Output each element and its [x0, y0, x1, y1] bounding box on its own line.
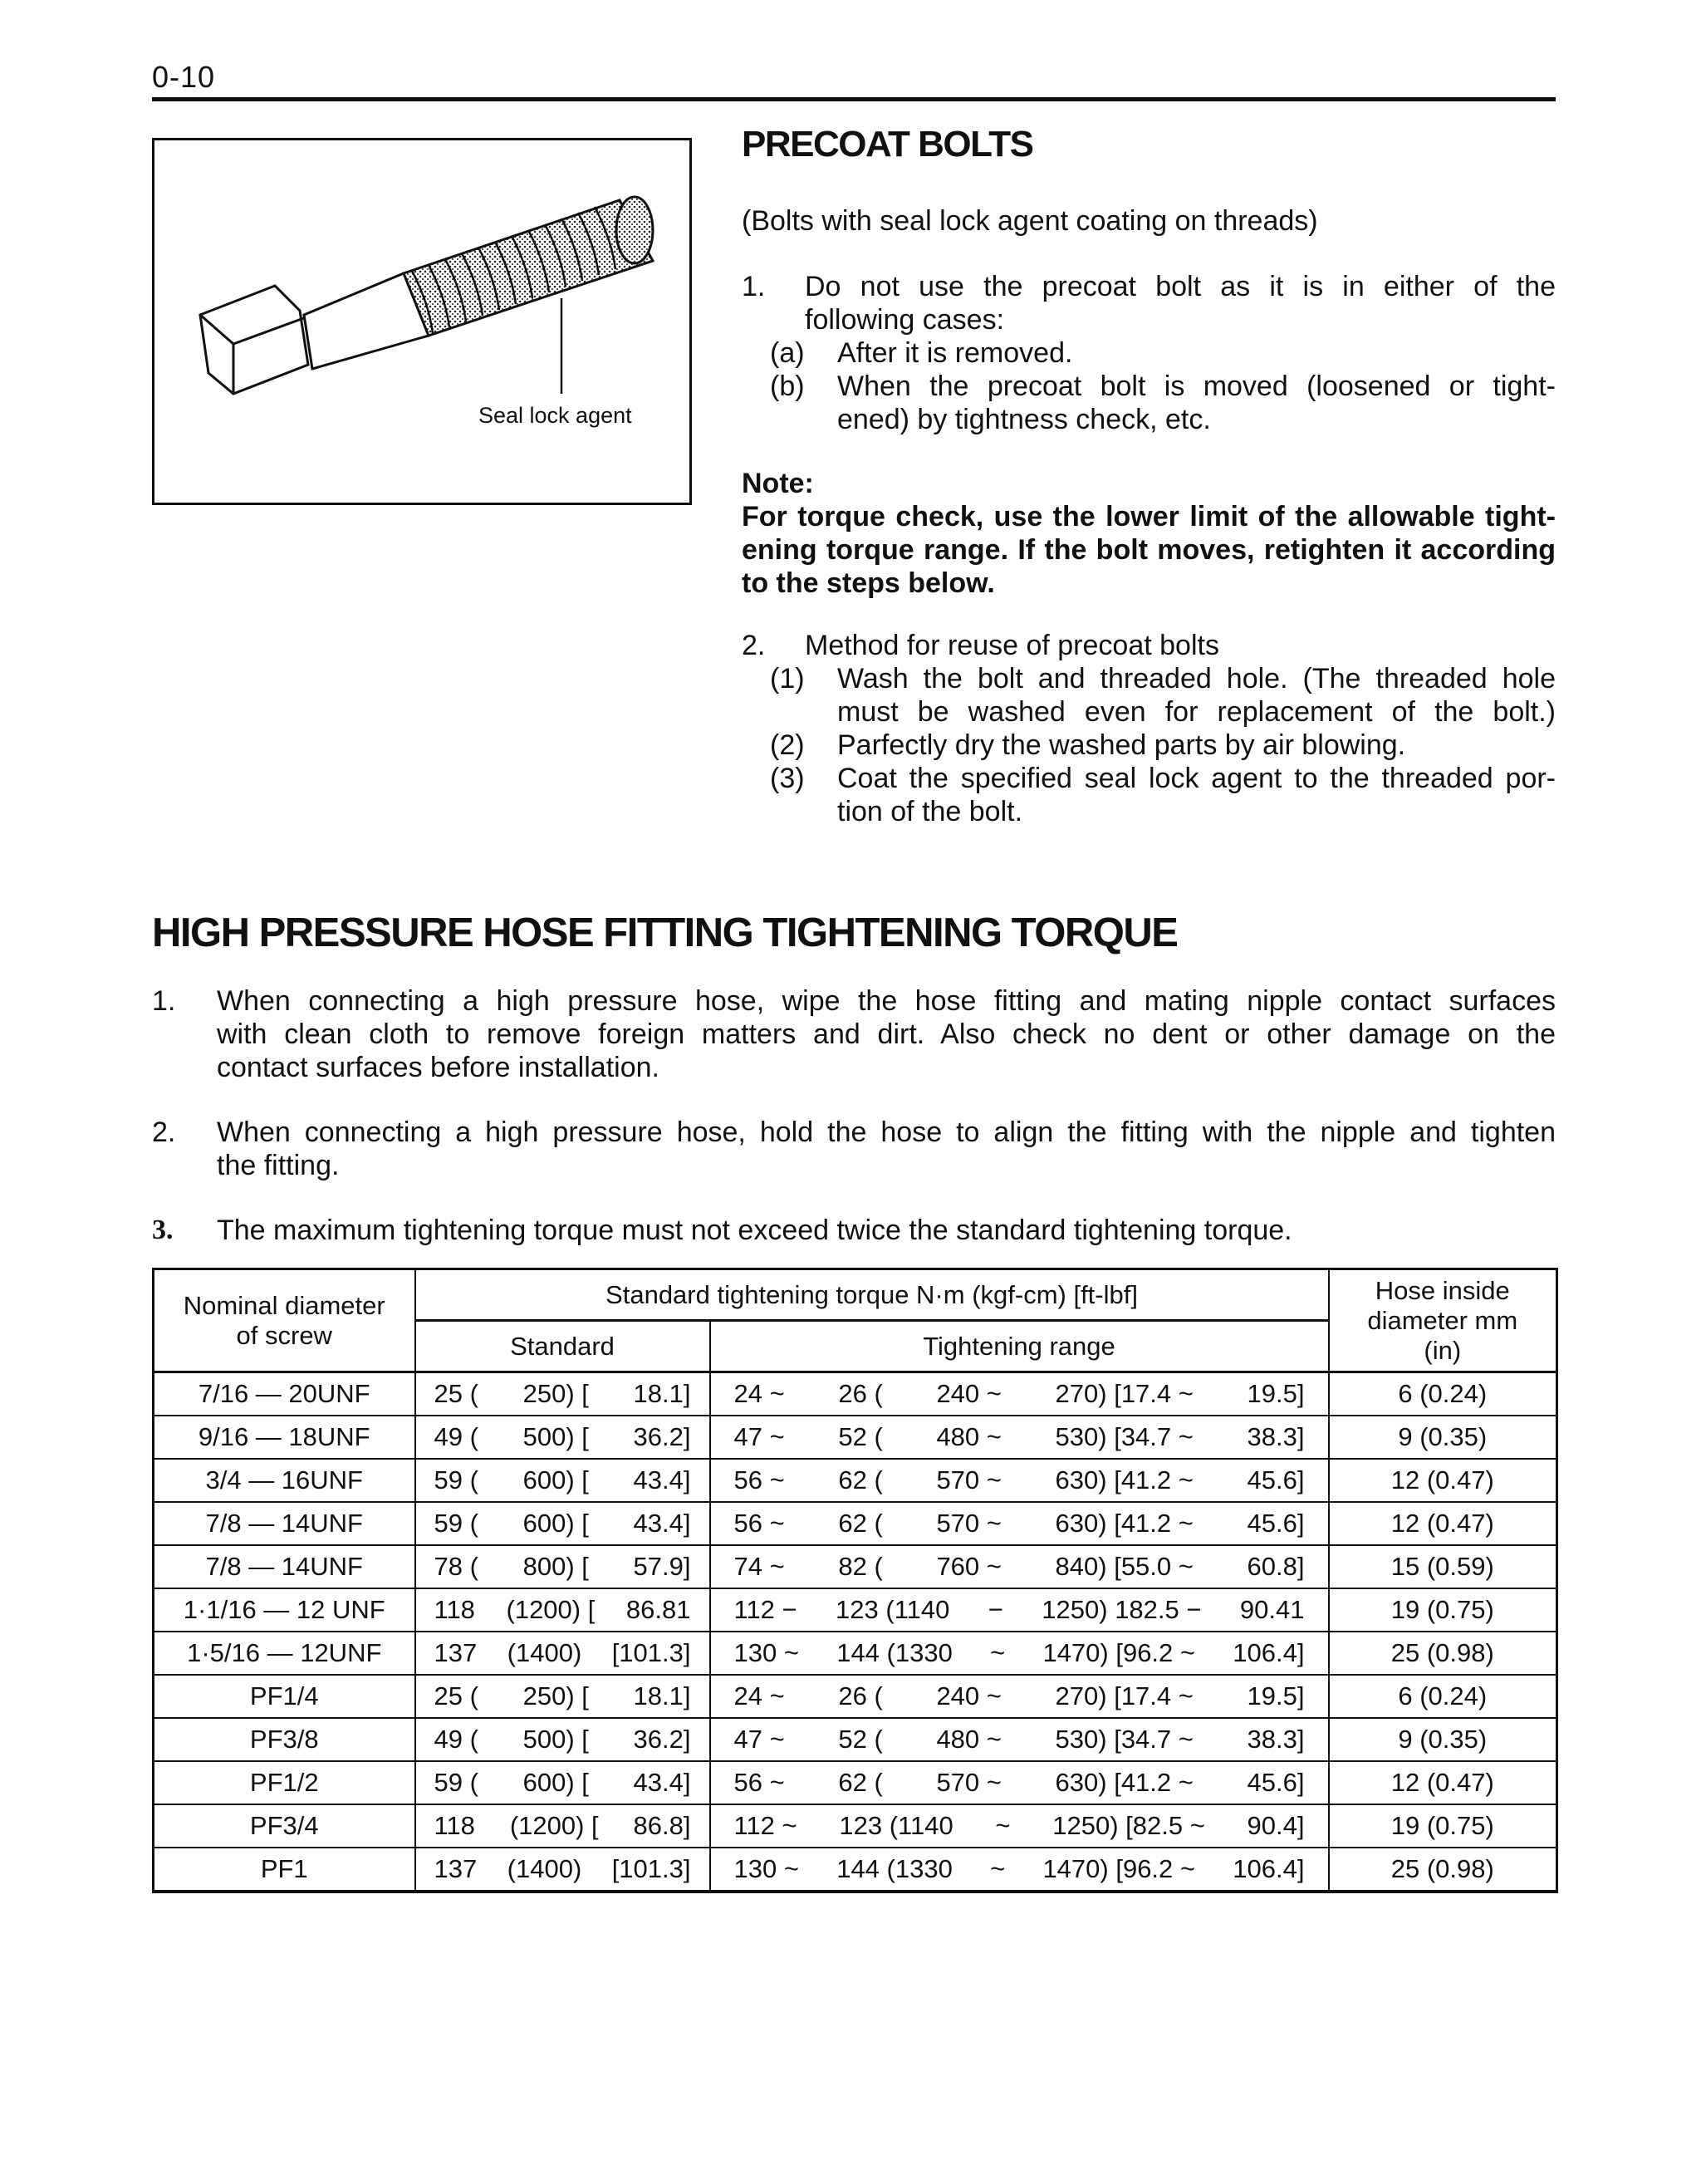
standard-torque-part: (1200) [: [509, 1811, 599, 1840]
standard-torque-part: 250) [: [522, 1379, 589, 1408]
tightening-range-part: 480 ~: [936, 1725, 1002, 1754]
tightening-range-part: 112 ~: [733, 1811, 797, 1840]
tightening-range-part: 106.4]: [1233, 1638, 1305, 1667]
tightening-range-part: 62 (: [838, 1768, 883, 1797]
cell-nominal-diameter: PF3/4: [154, 1804, 415, 1848]
cell-hose-diameter: 6 (0.24): [1329, 1372, 1557, 1416]
step-text: Wash the bolt and threaded hole. (The threaded hole: [837, 663, 1556, 694]
cell-standard-torque: [415, 1372, 710, 1416]
standard-torque-part: 600) [: [522, 1768, 589, 1797]
standard-torque-part: 36.2]: [633, 1422, 691, 1451]
cell-hose-diameter: 25 (0.98): [1329, 1632, 1557, 1675]
cell-hose-diameter: 19 (0.75): [1329, 1588, 1557, 1632]
sub-label: (a): [770, 337, 805, 369]
standard-torque-part: 43.4]: [633, 1465, 691, 1494]
cell-hose-diameter: 9 (0.35): [1329, 1416, 1557, 1459]
hose-heading: HIGH PRESSURE HOSE FITTING TIGHTENING TORQUE: [152, 910, 1178, 955]
cell-nominal-diameter: 7/16 — 20UNF: [154, 1372, 415, 1416]
sub-text: After it is removed.: [837, 337, 1073, 369]
table-row: [154, 1804, 1557, 1848]
tightening-range-part: 760 ~: [936, 1552, 1002, 1581]
table-row: [154, 1502, 1557, 1545]
precoat-heading: PRECOAT BOLTS: [742, 124, 1033, 164]
standard-torque-part: 250) [: [522, 1681, 589, 1710]
step-label: (2): [770, 729, 805, 761]
sub-label: (b): [770, 371, 805, 402]
tightening-range-part: 240 ~: [936, 1379, 1002, 1408]
table-row: [154, 1718, 1557, 1761]
tightening-range-part: 270) [17.4 ~: [1055, 1379, 1194, 1408]
cell-standard-torque: [415, 1761, 710, 1804]
cell-hose-diameter: 12 (0.47): [1329, 1761, 1557, 1804]
hose-paragraph-3: [152, 1214, 1556, 1250]
tightening-range-part: 82 (: [838, 1552, 883, 1581]
cell-standard-torque: [415, 1545, 710, 1588]
cell-nominal-diameter: 1·5/16 — 12UNF: [154, 1632, 415, 1675]
tightening-range-part: 62 (: [838, 1465, 883, 1494]
tightening-range-part: 123 (1140: [839, 1811, 953, 1840]
standard-torque-part: 600) [: [522, 1465, 589, 1494]
standard-torque-part: 25 (: [434, 1379, 478, 1408]
cell-hose-diameter: 6 (0.24): [1329, 1675, 1557, 1718]
page-number: 0-10: [152, 60, 216, 94]
header-nominal-diameter: Nominal diameter of screw: [154, 1269, 415, 1372]
step-text: Coat the specified seal lock agent to the threaded por-: [837, 763, 1556, 794]
tightening-range-part: 570 ~: [936, 1509, 1002, 1538]
precoat-bolt-illustration: [154, 140, 694, 508]
standard-torque-part: 78 (: [434, 1552, 478, 1581]
tightening-range-part: 56 ~: [733, 1465, 785, 1494]
tightening-range-part: 26 (: [838, 1379, 883, 1408]
tightening-range-part: 90.41: [1239, 1595, 1305, 1624]
step-text: Parfectly dry the washed parts by air blowing.: [837, 729, 1406, 761]
tightening-range-part: 630) [41.2 ~: [1055, 1768, 1194, 1797]
cell-standard-torque: [415, 1502, 710, 1545]
tightening-range-part: 19.5]: [1247, 1379, 1305, 1408]
tightening-range-part: 62 (: [838, 1509, 883, 1538]
tightening-range-part: ~: [990, 1638, 1006, 1667]
note-block: [742, 467, 1556, 600]
item-text: following cases:: [805, 304, 1005, 336]
note-text: For torque check, use the lower limit of the allowable tight-: [742, 501, 1556, 533]
cell-nominal-diameter: PF1/4: [154, 1675, 415, 1718]
para-text: with clean cloth to remove foreign matters and dirt. Also check no dent or other damage on the: [217, 1018, 1556, 1050]
tightening-range-part: 56 ~: [733, 1509, 785, 1538]
standard-torque-part: 800) [: [522, 1552, 589, 1581]
tightening-range-part: 1250) [82.5 ~: [1052, 1811, 1205, 1840]
cell-nominal-diameter: 7/8 — 14UNF: [154, 1545, 415, 1588]
step-label: (3): [770, 763, 805, 794]
table-row: [154, 1675, 1557, 1718]
tightening-range-part: ~: [990, 1854, 1006, 1883]
header-standard: Standard: [415, 1321, 710, 1372]
torque-table: [152, 1268, 1558, 1893]
tightening-range-part: 840) [55.0 ~: [1055, 1552, 1194, 1581]
header-standard-torque: Standard tightening torque N·m (kgf-cm) [ft-lbf]: [415, 1269, 1329, 1321]
standard-torque-part: 118: [434, 1811, 475, 1840]
cell-nominal-diameter: 9/16 — 18UNF: [154, 1416, 415, 1459]
tightening-range-part: 112 −: [733, 1595, 797, 1624]
table-row: [154, 1848, 1557, 1892]
cell-tightening-range: [710, 1459, 1329, 1502]
standard-torque-part: 43.4]: [633, 1768, 691, 1797]
cell-hose-diameter: 15 (0.59): [1329, 1545, 1557, 1588]
cell-tightening-range: [710, 1372, 1329, 1416]
standard-torque-part: 59 (: [434, 1509, 478, 1538]
precoat-item-1: [742, 270, 1556, 436]
tightening-range-part: 60.8]: [1247, 1552, 1305, 1581]
cell-hose-diameter: 25 (0.98): [1329, 1848, 1557, 1892]
standard-torque-part: 500) [: [522, 1725, 589, 1754]
precoat-item-2: [742, 629, 1556, 828]
standard-torque-part: (1200) [: [506, 1595, 596, 1624]
step-text: must be washed even for replacement of the bolt.): [837, 696, 1556, 728]
cell-standard-torque: [415, 1459, 710, 1502]
tightening-range-part: ~: [995, 1811, 1011, 1840]
standard-torque-part: 57.9]: [633, 1552, 691, 1581]
torque-table-body: [154, 1372, 1557, 1892]
cell-tightening-range: [710, 1675, 1329, 1718]
sub-text: ened) by tightness check, etc.: [837, 404, 1211, 435]
cell-standard-torque: [415, 1675, 710, 1718]
cell-standard-torque: [415, 1632, 710, 1675]
standard-torque-part: 18.1]: [633, 1681, 691, 1710]
tightening-range-part: 45.6]: [1247, 1768, 1305, 1797]
tightening-range-part: 570 ~: [936, 1768, 1002, 1797]
cell-tightening-range: [710, 1804, 1329, 1848]
cell-nominal-diameter: 7/8 — 14UNF: [154, 1502, 415, 1545]
precoat-subtitle: (Bolts with seal lock agent coating on threads): [742, 205, 1318, 237]
figure-caption: Seal lock agent: [478, 403, 632, 428]
tightening-range-part: 90.4]: [1247, 1811, 1305, 1840]
tightening-range-part: 106.4]: [1233, 1854, 1305, 1883]
standard-torque-part: 600) [: [522, 1509, 589, 1538]
tightening-range-part: 144 (1330: [836, 1854, 953, 1883]
header-hose-diameter: Hose inside diameter mm (in): [1329, 1269, 1557, 1372]
tightening-range-part: 1250) 182.5 −: [1042, 1595, 1202, 1624]
table-row: [154, 1632, 1557, 1675]
cell-tightening-range: [710, 1632, 1329, 1675]
cell-standard-torque: [415, 1848, 710, 1892]
tightening-range-part: 480 ~: [936, 1422, 1002, 1451]
item-text: Method for reuse of precoat bolts: [805, 630, 1219, 661]
standard-torque-part: (1400): [507, 1854, 582, 1883]
standard-torque-part: 36.2]: [633, 1725, 691, 1754]
tightening-range-part: 1470) [96.2 ~: [1042, 1638, 1196, 1667]
cell-nominal-diameter: PF1/2: [154, 1761, 415, 1804]
standard-torque-part: [101.3]: [611, 1854, 691, 1883]
item-number: 1.: [742, 271, 766, 302]
header-tightening-range: Tightening range: [710, 1321, 1329, 1372]
tightening-range-part: −: [988, 1595, 1003, 1624]
tightening-range-part: 123 (1140: [836, 1595, 950, 1624]
cell-standard-torque: [415, 1416, 710, 1459]
tightening-range-part: 47 ~: [733, 1725, 785, 1754]
cell-nominal-diameter: PF1: [154, 1848, 415, 1892]
standard-torque-part: 25 (: [434, 1681, 478, 1710]
cell-tightening-range: [710, 1588, 1329, 1632]
tightening-range-part: 630) [41.2 ~: [1055, 1465, 1194, 1494]
tightening-range-part: 47 ~: [733, 1422, 785, 1451]
standard-torque-part: 59 (: [434, 1465, 478, 1494]
cell-nominal-diameter: 1·1/16 — 12 UNF: [154, 1588, 415, 1632]
standard-torque-part: (1400): [507, 1638, 582, 1667]
cell-hose-diameter: 12 (0.47): [1329, 1459, 1557, 1502]
tightening-range-part: 45.6]: [1247, 1509, 1305, 1538]
standard-torque-part: 86.8]: [633, 1811, 691, 1840]
standard-torque-part: 49 (: [434, 1422, 478, 1451]
tightening-range-part: 130 ~: [733, 1638, 799, 1667]
header-rule: [152, 97, 1556, 101]
tightening-range-part: 26 (: [838, 1681, 883, 1710]
tightening-range-part: 630) [41.2 ~: [1055, 1509, 1194, 1538]
tightening-range-part: 144 (1330: [836, 1638, 953, 1667]
standard-torque-part: 43.4]: [633, 1509, 691, 1538]
tightening-range-part: 270) [17.4 ~: [1055, 1681, 1194, 1710]
para-text: When connecting a high pressure hose, hold the hose to align the fitting with the nipple and tighten: [217, 1117, 1556, 1148]
standard-torque-part: 137: [434, 1638, 478, 1667]
para-text: When connecting a high pressure hose, wipe the hose fitting and mating nipple contact surfaces: [217, 985, 1556, 1017]
para-text: the fitting.: [217, 1150, 340, 1181]
para-text: contact surfaces before installation.: [217, 1052, 659, 1083]
step-label: (1): [770, 663, 805, 694]
tightening-range-part: 1470) [96.2 ~: [1042, 1854, 1196, 1883]
tightening-range-part: 52 (: [838, 1725, 883, 1754]
table-row: [154, 1459, 1557, 1502]
table-row: [154, 1416, 1557, 1459]
hose-paragraph-1: [152, 984, 1556, 1092]
para-number: 2.: [152, 1117, 176, 1148]
cell-tightening-range: [710, 1416, 1329, 1459]
cell-tightening-range: [710, 1502, 1329, 1545]
item-text: Do not use the precoat bolt as it is in either of the: [805, 271, 1556, 302]
hose-paragraph-2: [152, 1116, 1556, 1190]
tightening-range-part: 24 ~: [733, 1681, 785, 1710]
cell-nominal-diameter: 3/4 — 16UNF: [154, 1459, 415, 1502]
tightening-range-part: 530) [34.7 ~: [1055, 1422, 1194, 1451]
standard-torque-part: 137: [434, 1854, 478, 1883]
note-label: Note:: [742, 468, 814, 499]
tightening-range-part: 38.3]: [1247, 1725, 1305, 1754]
cell-standard-torque: [415, 1718, 710, 1761]
standard-torque-part: 86.81: [625, 1595, 691, 1624]
step-text: tion of the bolt.: [837, 796, 1023, 827]
tightening-range-part: 38.3]: [1247, 1422, 1305, 1451]
tightening-range-part: 45.6]: [1247, 1465, 1305, 1494]
table-row: [154, 1545, 1557, 1588]
note-text: ening torque range. If the bolt moves, retighten it according: [742, 534, 1556, 566]
cell-tightening-range: [710, 1545, 1329, 1588]
table-row: [154, 1761, 1557, 1804]
standard-torque-part: 118: [434, 1595, 475, 1624]
tightening-range-part: 570 ~: [936, 1465, 1002, 1494]
standard-torque-part: 500) [: [522, 1422, 589, 1451]
tightening-range-part: 56 ~: [733, 1768, 785, 1797]
cell-tightening-range: [710, 1848, 1329, 1892]
tightening-range-part: 240 ~: [936, 1681, 1002, 1710]
tightening-range-part: 19.5]: [1247, 1681, 1305, 1710]
cell-tightening-range: [710, 1761, 1329, 1804]
tightening-range-part: 130 ~: [733, 1854, 799, 1883]
cell-tightening-range: [710, 1718, 1329, 1761]
tightening-range-part: 74 ~: [733, 1552, 785, 1581]
standard-torque-part: 49 (: [434, 1725, 478, 1754]
para-number: 3.: [152, 1215, 174, 1245]
cell-standard-torque: [415, 1804, 710, 1848]
table-row: [154, 1588, 1557, 1632]
standard-torque-part: 59 (: [434, 1768, 478, 1797]
item-number: 2.: [742, 630, 766, 661]
tightening-range-part: 530) [34.7 ~: [1055, 1725, 1194, 1754]
table-row: [154, 1372, 1557, 1416]
tightening-range-part: 24 ~: [733, 1379, 785, 1408]
cell-hose-diameter: 19 (0.75): [1329, 1804, 1557, 1848]
para-number: 1.: [152, 985, 176, 1017]
bolt-figure: [152, 138, 692, 505]
sub-text: When the precoat bolt is moved (loosened or tight-: [837, 371, 1556, 402]
cell-nominal-diameter: PF3/8: [154, 1718, 415, 1761]
standard-torque-part: 18.1]: [633, 1379, 691, 1408]
tightening-range-part: 52 (: [838, 1422, 883, 1451]
cell-standard-torque: [415, 1588, 710, 1632]
para-text: The maximum tightening torque must not exceed twice the standard tightening torque.: [217, 1215, 1292, 1246]
cell-hose-diameter: 9 (0.35): [1329, 1718, 1557, 1761]
cell-hose-diameter: 12 (0.47): [1329, 1502, 1557, 1545]
note-text: to the steps below.: [742, 567, 995, 599]
standard-torque-part: [101.3]: [611, 1638, 691, 1667]
